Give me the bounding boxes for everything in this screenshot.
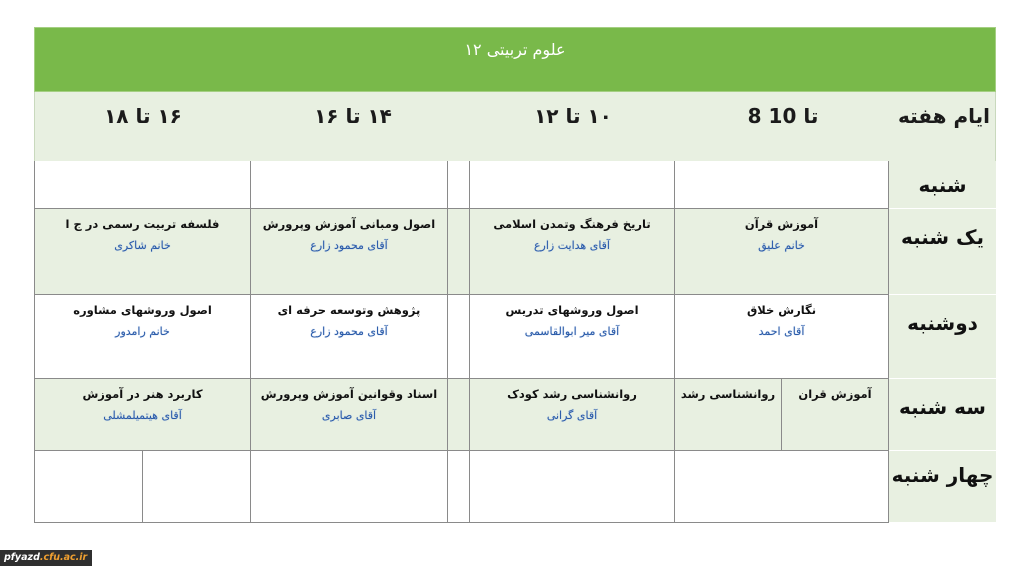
day-saturday: شنبه [889, 161, 996, 209]
page-title: علوم تربیتی ۱۲ [464, 40, 566, 59]
site-logo [0, 550, 92, 566]
teacher-name: خانم شاکری [114, 239, 171, 252]
course-name: کاربرد هنر در آموزش [82, 387, 203, 401]
mon-spacer [448, 295, 470, 379]
course-name: پژوهش وتوسعه حرفه ای [277, 303, 421, 317]
course-name: اصول ومبانی آموزش وپرورش [262, 217, 436, 231]
sat-slot-2 [470, 161, 675, 209]
teacher-name: خانم رامدور [115, 325, 170, 338]
teacher-name: آقای محمود زارع [310, 239, 388, 252]
header-days-label: ایام هفته [897, 104, 991, 128]
wed-spacer [448, 451, 470, 523]
sun-slot-2 [470, 209, 675, 295]
wed-slot-3 [251, 451, 448, 523]
wed-slot-2 [470, 451, 675, 523]
course-name: روانشناسی رشد [680, 387, 776, 401]
course-name: نگارش خلاق [746, 303, 817, 317]
header-slot-1: 8 تا 10 [747, 104, 819, 128]
course-name: آموزش قرآن [744, 217, 819, 231]
teacher-name: آقای گرانی [546, 409, 598, 422]
course-name: روانشناسی رشد کودک [507, 387, 637, 401]
sat-slot-4 [34, 161, 251, 209]
course-name: تاریخ فرهنگ وتمدن اسلامی [493, 217, 651, 231]
course-name: فلسفه تربیت رسمی در ج ا [65, 217, 220, 231]
course-name: اصول وروشهای تدریس [505, 303, 639, 317]
tue-slot-3 [251, 379, 448, 451]
mon-slot-3 [251, 295, 448, 379]
sun-slot-4 [34, 209, 251, 295]
wed-slot-1 [675, 451, 889, 523]
wed-slot-4a [34, 451, 143, 523]
logo-text-1: pfyazd [4, 552, 40, 563]
course-name: اصول وروشهای مشاوره [73, 303, 212, 317]
tue-slot-1a [782, 379, 889, 451]
wed-slot-4b [143, 451, 251, 523]
teacher-name: آقای هدایت زارع [533, 239, 610, 252]
title-bar [34, 27, 996, 92]
day-wednesday: چهار شنبه [889, 451, 996, 523]
tue-slot-2 [470, 379, 675, 451]
sun-spacer [448, 209, 470, 295]
sun-slot-3 [251, 209, 448, 295]
teacher-name: آقای محمود زارع [310, 325, 388, 338]
sat-slot-3 [251, 161, 448, 209]
teacher-name: خانم علیق [758, 239, 805, 252]
teacher-name: آقای صابری [321, 409, 377, 422]
logo-text-2: .cfu.ac.ir [39, 552, 88, 563]
course-name: آموزش قران [798, 387, 872, 401]
sat-spacer [448, 161, 470, 209]
teacher-name: آقای میر ابوالقاسمی [524, 325, 620, 338]
sun-slot-1 [675, 209, 889, 295]
header-slot-4: ۱۶ تا ۱۸ [104, 104, 182, 128]
mon-slot-1 [675, 295, 889, 379]
mon-slot-2 [470, 295, 675, 379]
header-slot-3: ۱۴ تا ۱۶ [314, 104, 392, 128]
tue-spacer [448, 379, 470, 451]
day-monday: دوشنبه [889, 295, 996, 379]
sat-slot-1 [675, 161, 889, 209]
day-sunday: یک شنبه [889, 209, 996, 295]
mon-slot-4 [34, 295, 251, 379]
header-row [34, 92, 996, 161]
header-slot-2: ۱۰ تا ۱۲ [534, 104, 612, 128]
tue-slot-4 [34, 379, 251, 451]
tue-slot-1b [675, 379, 782, 451]
course-name: اسناد وقوانین آموزش وپرورش [260, 387, 438, 401]
day-tuesday: سه شنبه [889, 379, 996, 451]
teacher-name: آقای هیتمیلمشلی [103, 409, 182, 422]
teacher-name: آقای احمد [758, 325, 805, 338]
